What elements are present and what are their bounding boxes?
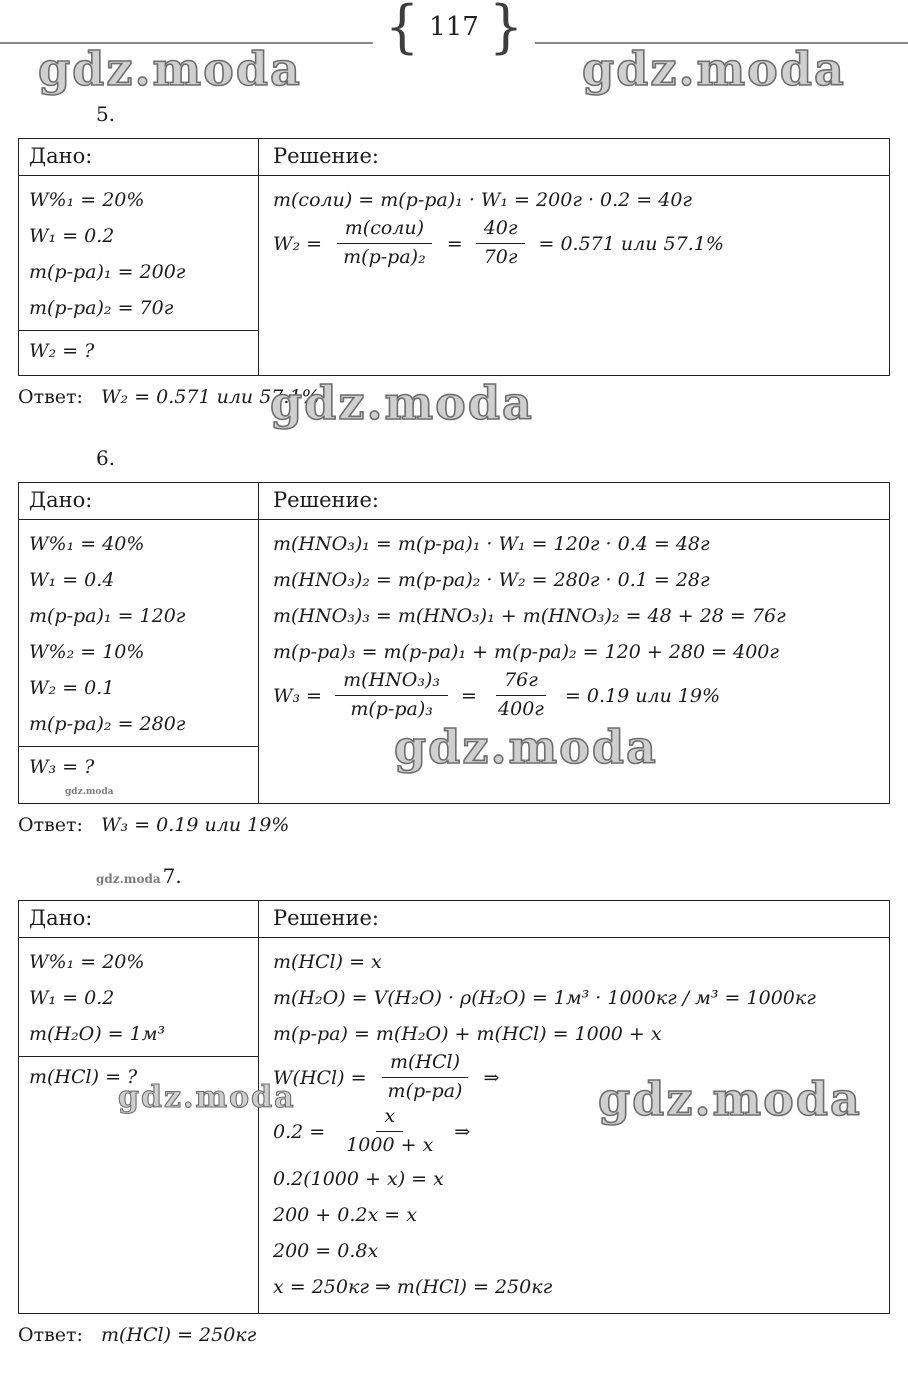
- given-section: [19, 938, 258, 1056]
- given-line: W%₂ = 10%: [29, 641, 145, 663]
- problem-number: 5.: [96, 102, 116, 126]
- answer-value: W₃ = 0.19 или 19%: [101, 814, 290, 836]
- given-header: Дано:: [19, 483, 259, 519]
- problem-number: [96, 864, 908, 888]
- solution-line: m(HNO₃)₁ = m(р-ра)₁ · W₁ = 120г · 0.4 = 48г: [273, 533, 710, 555]
- solution-header: Решение:: [273, 488, 380, 512]
- solution-header: Решение:: [273, 906, 380, 930]
- watermark: gdz.moda: [118, 1080, 296, 1115]
- given-line: m(р-ра)₁ = 200г: [29, 261, 186, 283]
- problem-6: [0, 446, 908, 836]
- solution-line: m(HNO₃)₂ = m(р-ра)₂ · W₂ = 280г · 0.1 = 28г: [273, 569, 710, 591]
- find-section: [19, 1056, 258, 1101]
- given-column: [19, 520, 259, 803]
- given-line: W%₁ = 20%: [29, 951, 145, 973]
- problem-5: [0, 102, 908, 408]
- solution-line: m(HNO₃)₃ = m(HNO₃)₁ + m(HNO₃)₂ = 48 + 28 = 76г: [273, 605, 786, 627]
- given-line: m(р-ра)₂ = 70г: [29, 297, 174, 319]
- given-section: [19, 176, 258, 330]
- table-body: [19, 176, 889, 375]
- given-header: Дано:: [19, 139, 259, 175]
- solution-column: [259, 520, 889, 803]
- given-line: m(H₂O) = 1м³: [29, 1023, 166, 1045]
- solution-line: 0.2(1000 + x) = x: [273, 1167, 444, 1190]
- left-brace-decoration: {: [384, 0, 420, 60]
- given-section: [19, 520, 258, 746]
- given-line: m(р-ра)₁ = 120г: [29, 605, 186, 627]
- given-line: W%₁ = 40%: [29, 533, 145, 555]
- answer-label: Ответ:: [18, 386, 83, 408]
- find-line: W₂ = ?: [29, 340, 95, 362]
- solution-line: m(р-ра) = m(H₂O) + m(HCl) = 1000 + x: [273, 1023, 662, 1045]
- table-body: [19, 938, 889, 1313]
- watermark: gdz.moda: [65, 787, 114, 797]
- answer-label: Ответ:: [18, 1323, 83, 1346]
- find-line: m(HCl) = ?: [29, 1066, 138, 1088]
- solution-line: m(HCl) = x: [273, 951, 382, 973]
- answer-line: [18, 1324, 908, 1346]
- solution-line: x = 250кг ⇒ m(HCl) = 250кг: [273, 1275, 553, 1298]
- solution-line: m(р-ра)₃ = m(р-ра)₁ + m(р-ра)₂ = 120 + 280 = 400г: [273, 641, 779, 663]
- solution-line: W₂ = $\frac{\text{m(соли)}}{\text{m(р-ра)₂}}$ = $\frac{40г}{70г}$ = 0.571 или 57.1%: [273, 217, 724, 268]
- given-header: Дано:: [19, 901, 259, 937]
- page-number-block: [373, 0, 535, 60]
- watermark: gdz.moda: [96, 872, 161, 886]
- solution-line: m(H₂O) = V(H₂O) · ρ(H₂O) = 1м³ · 1000кг / м³ = 1000кг: [273, 987, 816, 1009]
- answer-line: [18, 814, 908, 836]
- watermark: gdz.moda: [598, 1072, 862, 1126]
- right-brace-decoration: }: [488, 0, 524, 60]
- page-number: 117: [429, 12, 479, 42]
- watermark: gdz.moda: [38, 42, 302, 96]
- solution-column: [259, 938, 889, 1313]
- given-line: W₂ = 0.1: [29, 677, 115, 699]
- find-section: [19, 746, 258, 803]
- given-line: W₁ = 0.2: [29, 987, 115, 1009]
- solution-line: W₃ = $\frac{\text{m(HNO₃)₃}}{\text{m(р-ра)₃}}$ = $\frac{76г}{400г}$ = 0.19 или 19%: [273, 669, 721, 720]
- problem-7-table: [18, 900, 890, 1314]
- table-header-row: [19, 139, 889, 176]
- problem-number-text: 7.: [162, 864, 182, 888]
- watermark: gdz.moda: [394, 720, 658, 774]
- solution-line: 0.2 = $\frac{x}{1000 + x}$ ⇒: [273, 1105, 471, 1156]
- watermark: gdz.moda: [270, 376, 534, 430]
- table-header-row: [19, 901, 889, 938]
- table-header-row: [19, 483, 889, 520]
- solution-line: 200 + 0.2x = x: [273, 1203, 417, 1226]
- watermark: gdz.moda: [582, 42, 846, 96]
- given-line: W₁ = 0.4: [29, 569, 115, 591]
- solution-column: [259, 176, 889, 375]
- given-line: m(р-ра)₂ = 280г: [29, 713, 186, 735]
- solution-line: W(HCl) = $\frac{\text{m(HCl)}}{m(р-ра)}$ ⇒: [273, 1051, 500, 1102]
- page-header: [0, 0, 908, 60]
- answer-value: m(HCl) = 250кг: [101, 1323, 257, 1346]
- table-body: [19, 520, 889, 803]
- given-column: [19, 938, 259, 1313]
- problem-7: [0, 864, 908, 1346]
- problem-6-table: [18, 482, 890, 804]
- problem-5-table: [18, 138, 890, 376]
- answer-label: Ответ:: [18, 814, 83, 836]
- answer-value: W₂ = 0.571 или 57.1%: [101, 386, 320, 408]
- solution-line: 200 = 0.8x: [273, 1239, 379, 1262]
- problem-number: 6.: [96, 446, 116, 470]
- solution-header: Решение:: [273, 144, 380, 168]
- find-line: W₃ = ?: [29, 756, 95, 778]
- given-line: W%₁ = 20%: [29, 189, 145, 211]
- given-line: W₁ = 0.2: [29, 225, 115, 247]
- answer-line: [18, 386, 908, 408]
- solution-line: m(соли) = m(р-ра)₁ · W₁ = 200г · 0.2 = 40г: [273, 189, 693, 211]
- given-column: [19, 176, 259, 375]
- find-section: [19, 330, 258, 375]
